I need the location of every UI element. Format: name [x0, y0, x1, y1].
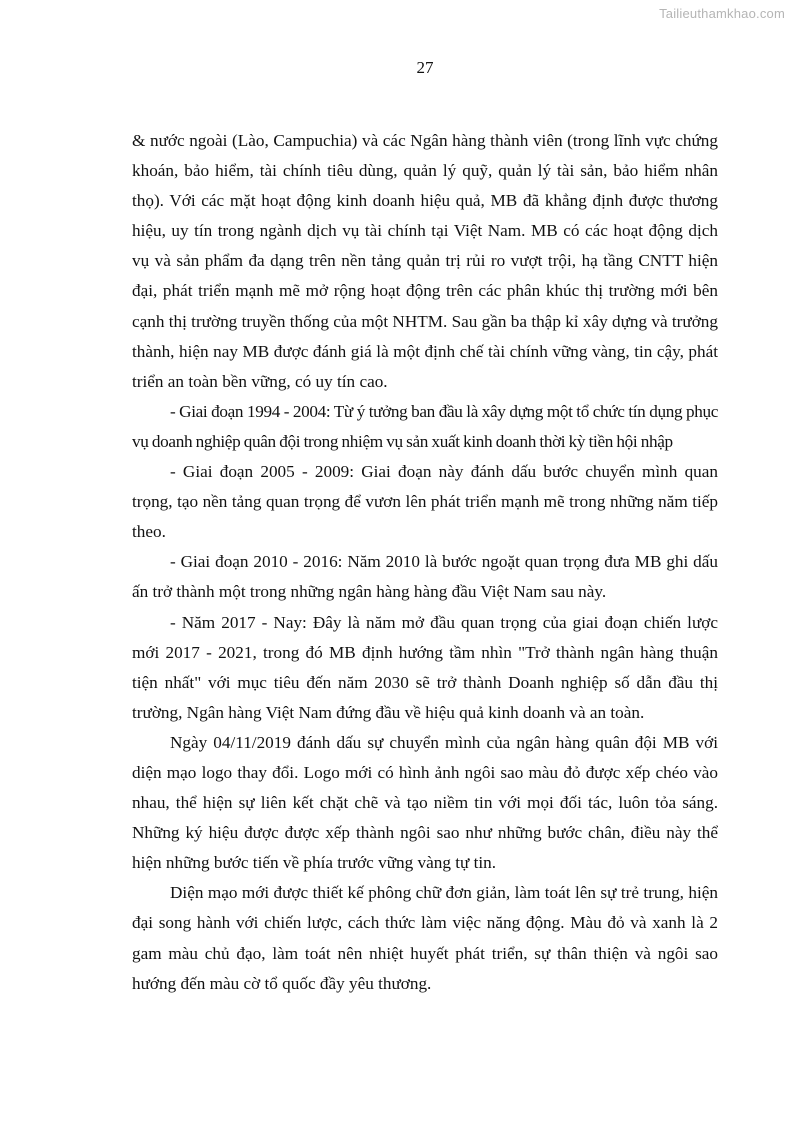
paragraph-mb-overview: & nước ngoài (Lào, Campuchia) và các Ngân hàng thành viên (trong lĩnh vực chứng khoán, bảo hiểm, tài chính tiêu dùng, quản lý quỹ, quản lý tài sản, bảo hiểm nhân thọ). Với các mặt hoạt động kinh doanh hiệu quả, MB đã khẳng định được thương hiệu, uy tín trong ngành dịch vụ tài chính tại Việt Nam. MB có các hoạt động dịch vụ và sản phẩm đa dạng trên nền tảng quản trị rủi ro vượt trội, hạ tầng CNTT hiện đại, phát triển mạnh mẽ mở rộng hoạt động trên các phân khúc thị trường mới bên cạnh thị trường truyền thống của một NHTM. Sau gần ba thập kỉ xây dựng và trưởng thành, hiện nay MB được đánh giá là một định chế tài chính vững vàng, tin cậy, phát triển an toàn bền vững, có uy tín cao. [132, 131, 718, 391]
paragraph-stage-2017-now: - Năm 2017 - Nay: Đây là năm mở đầu quan trọng của giai đoạn chiến lược mới 2017 - 2021, trong đó MB định hướng tầm nhìn "Trở thành ngân hàng thuận tiện nhất" với mục tiêu đến năm 2030 sẽ trở thành Doanh nghiệp số dẫn đầu thị trường, Ngân hàng Việt Nam đứng đầu về hiệu quả kinh doanh và an toàn. [132, 612, 718, 722]
watermark: Tailieuthamkhao.com [659, 6, 785, 21]
paragraph-stage-2005-2009: - Giai đoạn 2005 - 2009: Giai đoạn này đánh dấu bước chuyển mình quan trọng, tạo nền tảng quan trọng để vươn lên phát triển mạnh mẽ trong những năm tiếp theo. [132, 462, 718, 542]
paragraph-stage-1994-2004: - Giai đoạn 1994 - 2004: Từ ý tưởng ban đầu là xây dựng một tổ chức tín dụng phục vụ doanh nghiệp quân đội trong nhiệm vụ sản xuất kinh doanh thời kỳ tiền hội nhập [132, 401, 718, 451]
paragraph-stage-2010-2016: - Giai đoạn 2010 - 2016: Năm 2010 là bước ngoặt quan trọng đưa MB ghi dấu ấn trở thành một trong những ngân hàng hàng đầu Việt Nam sau này. [132, 552, 718, 602]
document-body [132, 126, 718, 999]
paragraph-new-logo: Ngày 04/11/2019 đánh dấu sự chuyển mình của ngân hàng quân đội MB với diện mạo logo thay đổi. Logo mới có hình ảnh ngôi sao màu đỏ được xếp chéo vào nhau, thể hiện sự liên kết chặt chẽ và tạo niềm tin với mọi đối tác, luôn tỏa sáng. Những ký hiệu được được xếp thành ngôi sao như những bước chân, điều này thể hiện những bước tiến về phía trước vững vàng tự tin. [132, 732, 718, 873]
page-number: 27 [416, 58, 434, 77]
paragraph-new-identity: Diện mạo mới được thiết kế phông chữ đơn giản, làm toát lên sự trẻ trung, hiện đại song hành với chiến lược, cách thức làm việc năng động. Màu đỏ và xanh là 2 gam màu chủ đạo, làm toát nên nhiệt huyết phát triển, sự thân thiện và ngôi sao hướng đến màu cờ tổ quốc đầy yêu thương. [132, 883, 718, 993]
